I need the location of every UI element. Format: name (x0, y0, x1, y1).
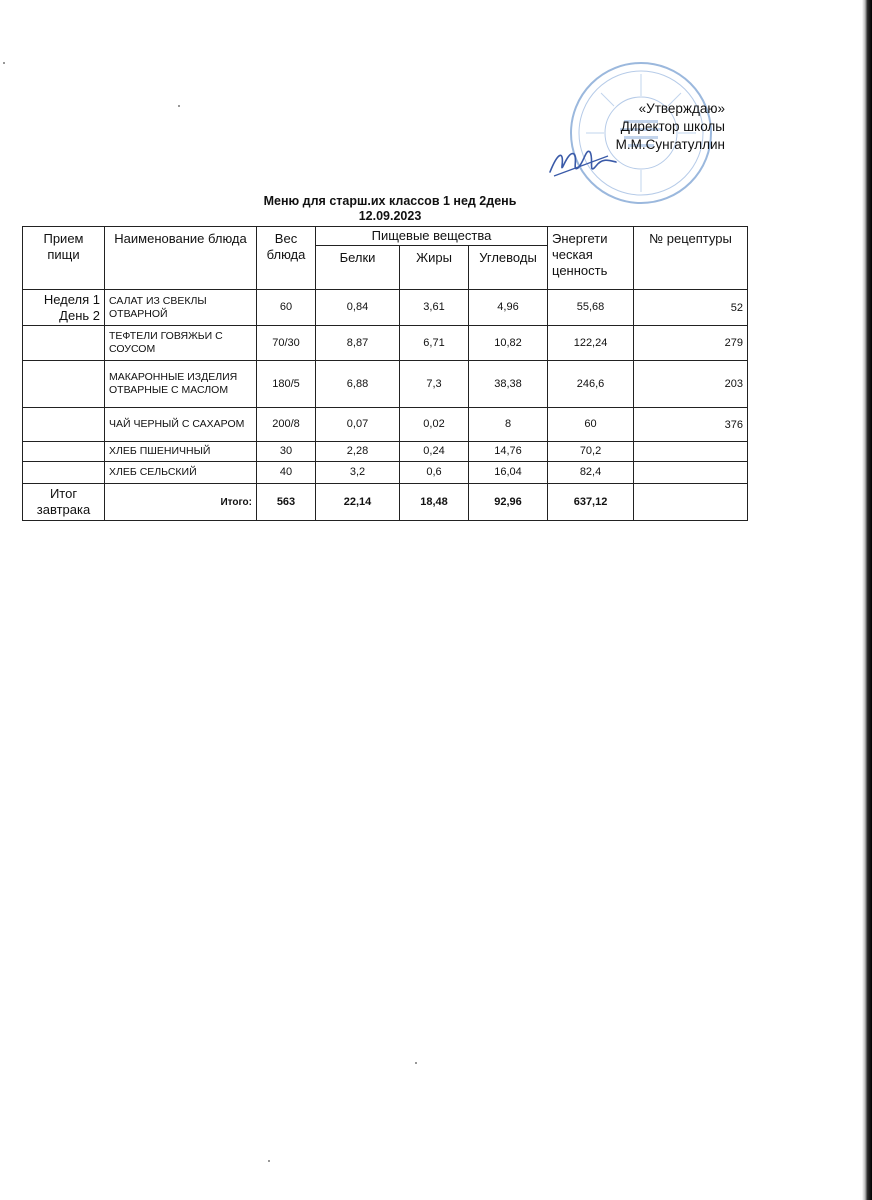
cell-energy: 122,24 (548, 326, 634, 361)
cell-dish: МАКАРОННЫЕ ИЗДЕЛИЯ ОТВАРНЫЕ С МАСЛОМ (105, 361, 257, 408)
total-weight: 563 (257, 484, 316, 521)
scan-speck (415, 1062, 417, 1064)
cell-carbs: 10,82 (469, 326, 548, 361)
total-row (23, 484, 748, 521)
cell-weight: 180/5 (257, 361, 316, 408)
cell-fat: 0,02 (400, 408, 469, 442)
cell-dish: ХЛЕБ ПШЕНИЧНЫЙ (105, 442, 257, 462)
director-title: Директор школы (620, 119, 725, 134)
cell-recipe (634, 462, 748, 484)
cell-meal: Неделя 1 День 2 (23, 290, 105, 326)
cell-carbs: 14,76 (469, 442, 548, 462)
header-weight: Вес блюда (257, 227, 316, 290)
header-meal: Прием пищи (23, 227, 105, 290)
table-row (23, 462, 748, 484)
cell-recipe: 279 (634, 326, 748, 361)
header-fat: Жиры (400, 246, 469, 290)
cell-protein: 6,88 (316, 361, 400, 408)
cell-dish: ХЛЕБ СЕЛЬСКИЙ (105, 462, 257, 484)
cell-carbs: 8 (469, 408, 548, 442)
cell-weight: 40 (257, 462, 316, 484)
cell-fat: 6,71 (400, 326, 469, 361)
cell-recipe: 52 (634, 290, 748, 326)
total-meal: Итог завтрака (23, 484, 105, 521)
header-recipe: № рецептуры (634, 227, 748, 290)
cell-fat: 3,61 (400, 290, 469, 326)
cell-carbs: 38,38 (469, 361, 548, 408)
total-protein: 22,14 (316, 484, 400, 521)
table-row (23, 326, 748, 361)
cell-protein: 0,07 (316, 408, 400, 442)
scan-speck (178, 105, 180, 107)
table-row (23, 442, 748, 462)
header-protein: Белки (316, 246, 400, 290)
table-row (23, 408, 748, 442)
header-row (23, 227, 748, 246)
cell-recipe (634, 442, 748, 462)
cell-protein: 2,28 (316, 442, 400, 462)
cell-meal (23, 408, 105, 442)
cell-meal (23, 442, 105, 462)
director-name: М.М.Сунгатуллин (615, 137, 725, 152)
total-recipe (634, 484, 748, 521)
table-row (23, 361, 748, 408)
scan-speck (268, 1160, 270, 1162)
table-row (23, 290, 748, 326)
cell-protein: 0,84 (316, 290, 400, 326)
menu-title (200, 194, 580, 224)
menu-date: 12.09.2023 (358, 209, 422, 223)
cell-recipe: 203 (634, 361, 748, 408)
total-energy: 637,12 (548, 484, 634, 521)
cell-energy: 246,6 (548, 361, 634, 408)
cell-dish: САЛАТ ИЗ СВЕКЛЫ ОТВАРНОЙ (105, 290, 257, 326)
cell-fat: 0,24 (400, 442, 469, 462)
menu-table (22, 226, 748, 521)
scan-edge (862, 0, 872, 1200)
approval-block (590, 100, 725, 154)
total-fat: 18,48 (400, 484, 469, 521)
header-nutrients: Пищевые вещества (316, 227, 548, 246)
total-carbs: 92,96 (469, 484, 548, 521)
header-energy: Энергети ческая ценность (548, 227, 634, 290)
header-carbs: Углеводы (469, 246, 548, 290)
cell-dish: ЧАЙ ЧЕРНЫЙ С САХАРОМ (105, 408, 257, 442)
approval-caption: «Утверждаю» (638, 101, 725, 116)
cell-weight: 200/8 (257, 408, 316, 442)
header-dish: Наименование блюда (105, 227, 257, 290)
cell-weight: 60 (257, 290, 316, 326)
cell-energy: 55,68 (548, 290, 634, 326)
cell-protein: 8,87 (316, 326, 400, 361)
cell-dish: ТЕФТЕЛИ ГОВЯЖЬИ С СОУСОМ (105, 326, 257, 361)
cell-carbs: 4,96 (469, 290, 548, 326)
cell-fat: 0,6 (400, 462, 469, 484)
cell-energy: 82,4 (548, 462, 634, 484)
cell-weight: 30 (257, 442, 316, 462)
cell-carbs: 16,04 (469, 462, 548, 484)
total-label: Итого: (105, 484, 257, 521)
cell-fat: 7,3 (400, 361, 469, 408)
cell-energy: 60 (548, 408, 634, 442)
scan-speck (3, 62, 5, 64)
cell-recipe: 376 (634, 408, 748, 442)
cell-protein: 3,2 (316, 462, 400, 484)
cell-meal (23, 462, 105, 484)
cell-meal (23, 361, 105, 408)
cell-energy: 70,2 (548, 442, 634, 462)
cell-weight: 70/30 (257, 326, 316, 361)
cell-meal (23, 326, 105, 361)
menu-title-line: Меню для старш.их классов 1 нед 2день (263, 194, 517, 208)
